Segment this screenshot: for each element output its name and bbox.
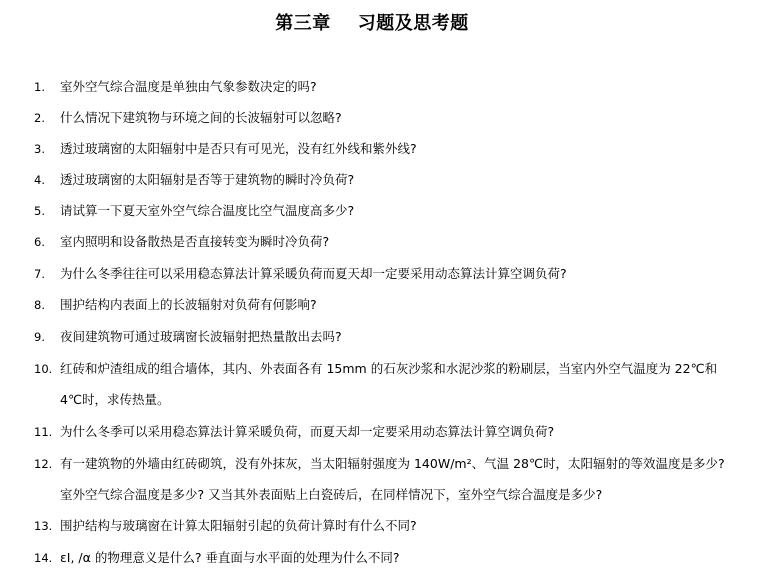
question-number: 7. xyxy=(34,267,45,281)
question-item xyxy=(0,169,770,191)
question-text-continued: 室外空气综合温度是多少? 又当其外表面贴上白瓷砖后，在同样情况下，室外空气综合温度是多少? xyxy=(60,487,603,502)
question-text: 室外空气综合温度是单独由气象参数决定的吗? xyxy=(60,79,317,94)
question-text: 红砖和炉渣组成的组合墙体，其内、外表面各有 15mm 的石灰沙浆和水泥沙浆的粉刷层，当室内外空气温度为 22℃和 xyxy=(60,361,718,376)
question-item xyxy=(0,76,770,98)
question-text: 请试算一下夏天室外空气综合温度比空气温度高多少? xyxy=(60,203,355,218)
question-number: 4. xyxy=(34,173,45,187)
question-number: 3. xyxy=(34,142,45,156)
question-text: 什么情况下建筑物与环境之间的长波辐射可以忽略? xyxy=(60,110,342,125)
question-item xyxy=(0,107,770,129)
question-item xyxy=(0,453,770,475)
question-number: 9. xyxy=(34,330,45,344)
question-number: 6. xyxy=(34,235,45,249)
question-number: 11. xyxy=(34,425,53,439)
question-continuation xyxy=(0,389,770,411)
question-item xyxy=(0,358,770,380)
question-number: 8. xyxy=(34,298,45,312)
question-text: 透过玻璃窗的太阳辐射是否等于建筑物的瞬时冷负荷? xyxy=(60,172,355,187)
question-number: 14. xyxy=(34,551,53,565)
question-text: 围护结构内表面上的长波辐射对负荷有何影响? xyxy=(60,297,317,312)
question-number: 12. xyxy=(34,457,53,471)
question-text: 夜间建筑物可通过玻璃窗长波辐射把热量散出去吗? xyxy=(60,329,342,344)
question-text: 围护结构与玻璃窗在计算太阳辐射引起的负荷计算时有什么不同? xyxy=(60,518,417,533)
question-item xyxy=(0,326,770,348)
question-item xyxy=(0,263,770,285)
question-item xyxy=(0,231,770,253)
question-item xyxy=(0,547,770,569)
question-number: 2. xyxy=(34,111,45,125)
question-number: 5. xyxy=(34,204,45,218)
question-item xyxy=(0,421,770,443)
question-number: 10. xyxy=(34,362,53,376)
question-text: εI, /α 的物理意义是什么? 垂直面与水平面的处理为什么不同? xyxy=(60,550,400,565)
question-text: 室内照明和设备散热是否直接转变为瞬时冷负荷? xyxy=(60,234,330,249)
question-item xyxy=(0,200,770,222)
question-item xyxy=(0,138,770,160)
question-continuation xyxy=(0,484,770,506)
question-text: 为什么冬季可以采用稳态算法计算采暖负荷，而夏天却一定要采用动态算法计算空调负荷? xyxy=(60,424,555,439)
question-item xyxy=(0,515,770,537)
question-text-continued: 4℃时，求传热量。 xyxy=(60,392,170,407)
chapter-title: 第三章 习题及思考题 xyxy=(275,13,469,34)
question-number: 13. xyxy=(34,519,53,533)
question-text: 透过玻璃窗的太阳辐射中是否只有可见光，没有红外线和紫外线? xyxy=(60,141,417,156)
question-number: 1. xyxy=(34,80,45,94)
question-text: 为什么冬季往往可以采用稳态算法计算采暖负荷而夏天却一定要采用动态算法计算空调负荷? xyxy=(60,266,567,281)
question-item xyxy=(0,294,770,316)
question-text: 有一建筑物的外墙由红砖砌筑，没有外抹灰，当太阳辐射强度为 140W/m²、气温 28℃时，太阳辐射的等效温度是多少? xyxy=(60,456,725,471)
